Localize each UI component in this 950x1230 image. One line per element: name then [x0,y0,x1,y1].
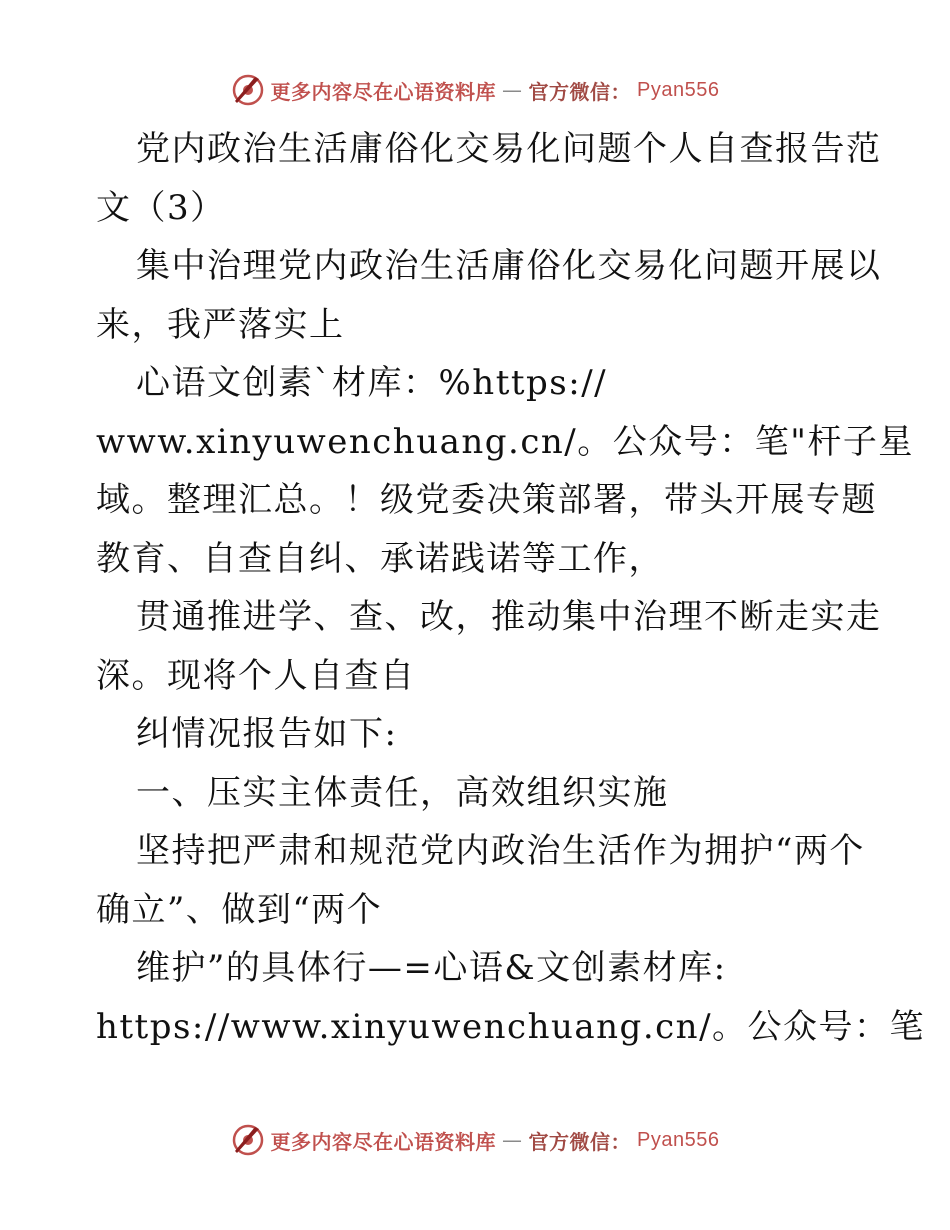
paragraph-line: 纠情况报告如下: [136,714,398,754]
footer-watermark-banner [0,1120,950,1160]
paragraph-line: 贯通推进学、查、改，推动集中治理不断走实走 [136,597,882,637]
paragraph-line: 集中治理党内政治生活庸俗化交易化问题开展以 [136,246,882,286]
banner-separator: — [502,1128,523,1152]
paragraph-line: 深。现将个人自查自 [96,655,416,696]
document-title-line: 党内政治生活庸俗化交易化问题个人自查报告范 [136,129,882,169]
paragraph-line: 心语文创素`材库：%https:// [136,363,608,403]
paragraph-line: 域。整理汇总。！级党委决策部署，带头开展专题 [96,480,877,520]
paragraph-line: 维护”的具体行—=心语&文创素材库: [136,948,727,988]
document-body [96,120,926,1056]
banner-wechat-id: Pyan556 [637,1128,720,1151]
paragraph-line: 教育、自查自纠、承诺践诺等工作， [96,538,664,579]
banner-wechat-label: 官方微信： [528,1129,632,1154]
document-title-line: 文（3） [96,187,226,228]
paragraph-line: 坚持把严肃和规范党内政治生活作为拥护“两个 [136,831,865,871]
banner-wechat-id: Pyan556 [637,78,720,101]
paragraph-line: www.xinyuwenchuang.cn/。公众号：笔"杆子星 [96,421,914,462]
banner-separator: — [502,78,523,102]
quill-pen-logo-icon [231,1123,265,1157]
banner-wechat-label: 官方微信： [528,79,632,104]
paragraph-line: 确立”、做到“两个 [96,889,383,930]
paragraph-line: 来，我严落实上 [96,304,345,345]
paragraph-line: https://www.xinyuwenchuang.cn/。公众号：笔 [96,1006,926,1047]
banner-main-text: 更多内容尽在心语资料库 [270,1129,497,1154]
banner-main-text: 更多内容尽在心语资料库 [270,79,497,104]
header-watermark-banner [0,70,950,110]
section-heading: 一、压实主体责任，高效组织实施 [136,772,669,813]
quill-pen-logo-icon [231,73,265,107]
